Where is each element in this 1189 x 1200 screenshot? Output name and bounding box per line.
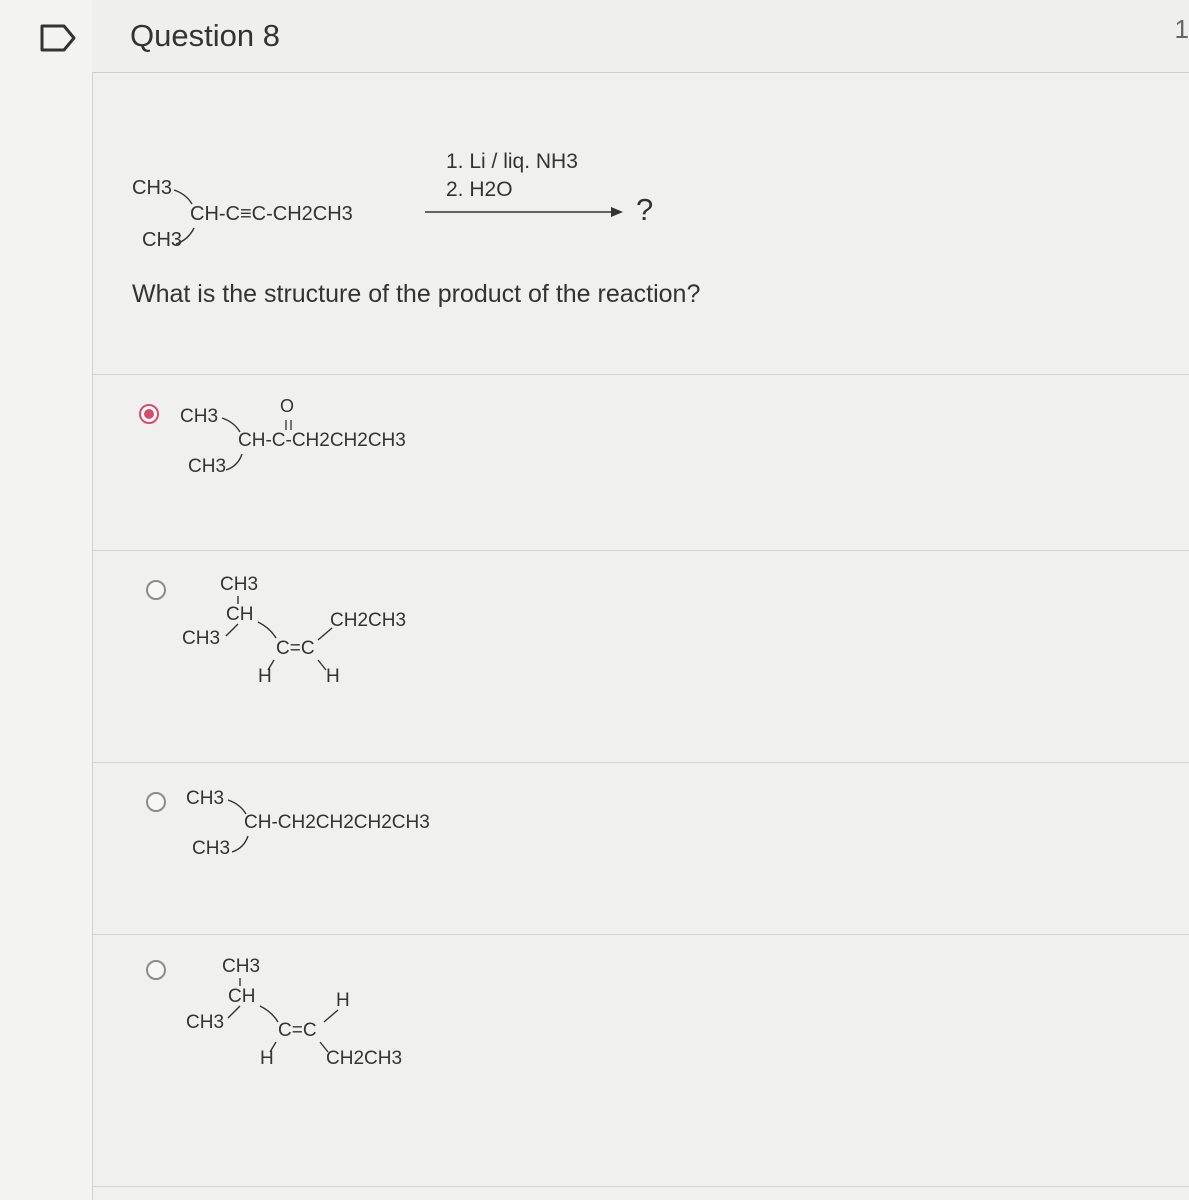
option-1-ch3-top: CH3 <box>180 406 219 427</box>
option-4-double-bond: C=C <box>278 1020 317 1041</box>
reaction-arrow-icon <box>425 202 625 222</box>
option-2-ch3-left: CH3 <box>182 628 221 649</box>
divider <box>93 762 1189 763</box>
product-unknown: ? <box>636 192 654 227</box>
question-title: Question 8 <box>130 18 280 53</box>
option-1-structure[interactable] <box>176 390 476 486</box>
left-rail <box>0 0 93 1200</box>
reactant-main-chain: CH-C≡C-CH2CH3 <box>190 203 353 225</box>
option-4-h-top: H <box>336 990 350 1011</box>
option-4-radio[interactable] <box>146 960 166 980</box>
option-2-ethyl: CH2CH3 <box>330 610 407 631</box>
option-1-radio[interactable] <box>139 404 159 424</box>
next-question-number[interactable]: 1 <box>1174 14 1189 44</box>
reagent-step-2: 2. H2O <box>446 178 513 201</box>
option-2-h-left: H <box>258 666 272 687</box>
divider <box>93 1186 1189 1187</box>
option-2-radio[interactable] <box>146 580 166 600</box>
divider <box>93 934 1189 935</box>
reagent-step-1: 1. Li / liq. NH3 <box>446 150 578 173</box>
option-1-oxygen: O <box>280 396 295 416</box>
option-4-ch3-top: CH3 <box>222 956 261 977</box>
reactant-ch3-top: CH3 <box>132 177 173 199</box>
option-3-structure[interactable] <box>182 776 482 866</box>
option-2-structure[interactable] <box>176 566 476 690</box>
option-4-h-left: H <box>260 1048 274 1069</box>
option-3-main-chain: CH-CH2CH2CH2CH3 <box>244 812 430 833</box>
reaction-conditions <box>446 148 578 204</box>
option-2-ch3-top: CH3 <box>220 574 259 595</box>
option-3-ch3-top: CH3 <box>186 788 225 809</box>
option-1-main-chain: CH-C-CH2CH2CH3 <box>238 430 406 451</box>
divider <box>93 550 1189 551</box>
option-4-structure[interactable] <box>176 948 476 1078</box>
divider <box>93 374 1189 375</box>
option-4-ch: CH <box>228 986 256 1007</box>
flag-icon[interactable] <box>38 22 78 54</box>
option-2-ch: CH <box>226 604 254 625</box>
option-3-radio[interactable] <box>146 792 166 812</box>
option-4-ethyl: CH2CH3 <box>326 1048 403 1069</box>
question-text: What is the structure of the product of the reaction? <box>132 280 701 308</box>
option-1-ch3-bottom: CH3 <box>188 456 227 477</box>
option-2-h-right: H <box>326 666 340 687</box>
reactant-ch3-bottom: CH3 <box>142 229 183 251</box>
option-4-ch3-left: CH3 <box>186 1012 225 1033</box>
option-3-ch3-bottom: CH3 <box>192 838 231 859</box>
option-2-double-bond: C=C <box>276 638 315 659</box>
reactant-structure <box>128 168 408 258</box>
